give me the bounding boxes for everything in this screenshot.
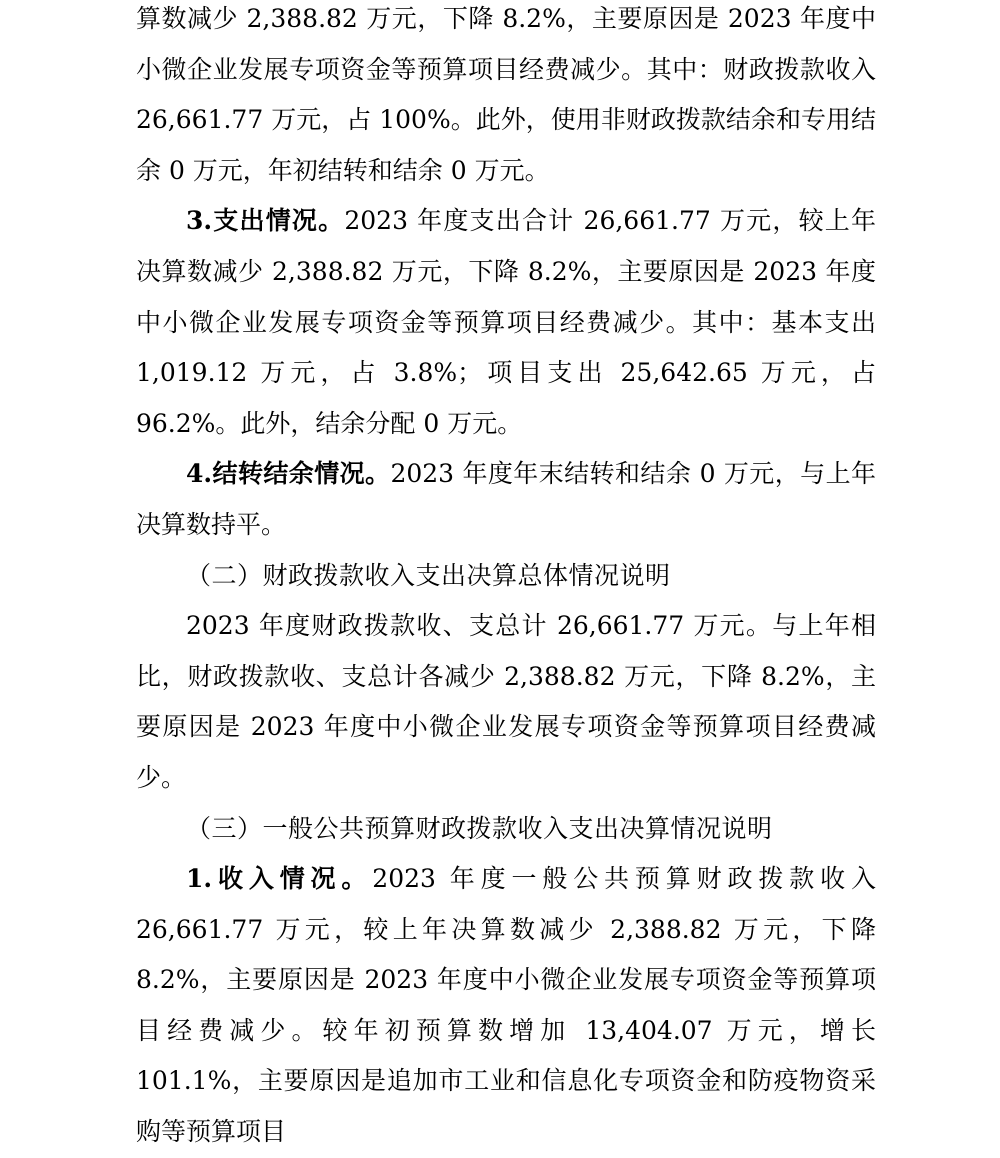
paragraph-text: 2023 年度财政拨款收、支总计 26,661.77 万元。与上年相比，财政拨款收、支总计各减少 2,388.82 万元，下降 8.2%，主要原因是 2023 年度中小微企业发展专项资金等预算项目经费减少。 [136, 611, 876, 792]
section-heading-2 [136, 551, 876, 602]
paragraph-text: 2023 年度支出合计 26,661.77 万元，较上年决算数减少 2,388.82 万元，下降 8.2%，主要原因是 2023 年度中小微企业发展专项资金等预算项目经费减少。其中：基本支出 1,019.12 万元，占 3.8%；项目支出 25,642.65 万元，占 96.2%。此外，结余分配 0 万元。 [136, 206, 876, 438]
paragraph-fiscal-total [136, 601, 876, 803]
heading-text: （三）一般公共预算财政拨款收入支出决算情况说明 [186, 813, 773, 843]
document-body [136, 0, 876, 1158]
paragraph-income-continued [136, 0, 876, 196]
paragraph-lead-bold: 1.收入情况。 [186, 864, 373, 894]
paragraph-lead-bold: 3.支出情况。 [186, 206, 345, 236]
heading-text: （二）财政拨款收入支出决算总体情况说明 [186, 560, 671, 590]
paragraph-text: 2023 年度年末结转和结余 0 万元，与上年决算数持平。 [136, 459, 876, 539]
paragraph-expenditure [136, 196, 876, 449]
section-heading-3 [136, 804, 876, 855]
paragraph-general-income [136, 854, 876, 1158]
paragraph-carryover [136, 449, 876, 550]
paragraph-text: 2023 年度一般公共预算财政拨款收入 26,661.77 万元，较上年决算数减少 2,388.82 万元，下降 8.2%，主要原因是 2023 年度中小微企业发展专项资金等预算项目经费减少。较年初预算数增加 13,404.07 万元，增长 101.1%，主要原因是追加市工业和信息化专项资金和防疫物资采购等预算项目 [136, 864, 876, 1147]
paragraph-lead-bold: 4.结转结余情况。 [186, 459, 391, 489]
paragraph-text: 算数减少 2,388.82 万元，下降 8.2%，主要原因是 2023 年度中小微企业发展专项资金等预算项目经费减少。其中：财政拨款收入 26,661.77 万元，占 100%。此外，使用非财政拨款结余和专用结余 0 万元，年初结转和结余 0 万元。 [136, 4, 876, 185]
